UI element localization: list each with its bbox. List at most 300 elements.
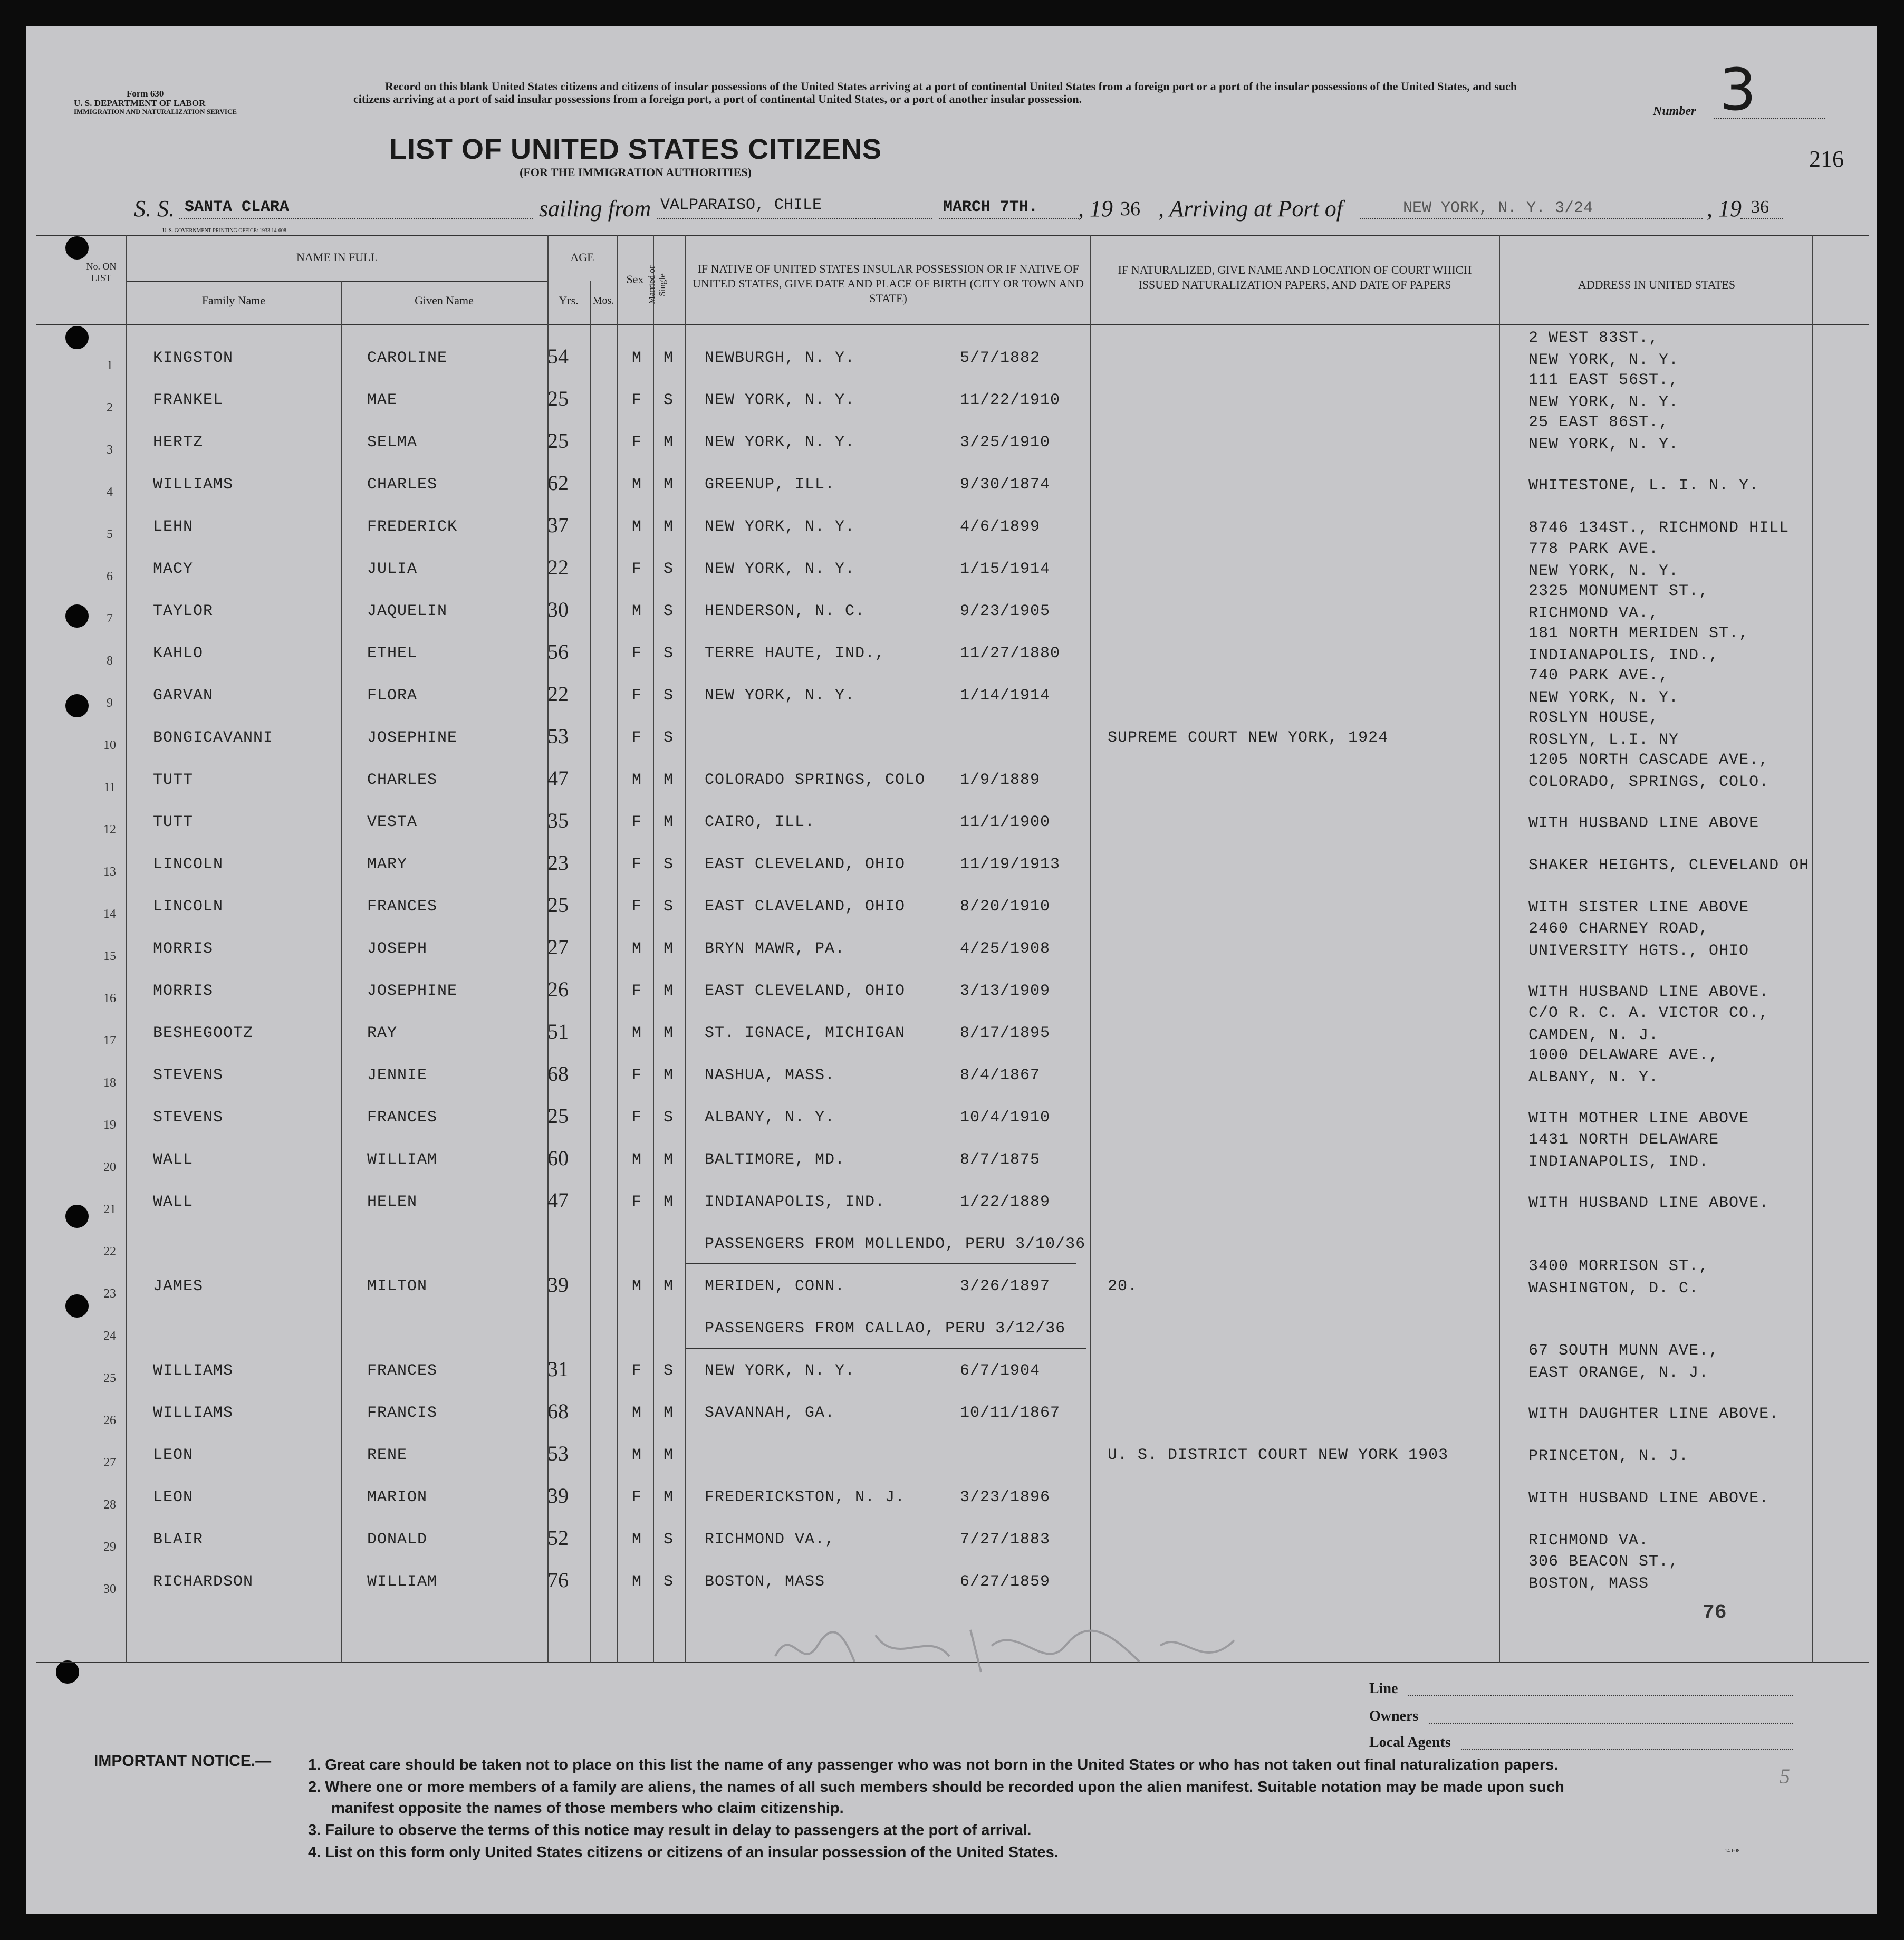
header-native: IF NATIVE OF UNITED STATES INSULAR POSSESSION OR IF NATIVE OF UNITED STATES, GIVE DATE AND PLACE OF BIRTH (CITY OR TOWN AND STATE) — [692, 262, 1084, 305]
birth-date: 1/15/1914 — [960, 560, 1051, 578]
given-name: JOSEPH — [367, 940, 428, 958]
notice-3: 3. Failure to observe the terms of this notice may result in delay to passengers at the port of arrival. — [308, 1822, 1032, 1839]
sex: M — [632, 1404, 642, 1422]
page-title: LIST OF UNITED STATES CITIZENS — [389, 133, 882, 165]
birth-date: 8/7/1875 — [960, 1151, 1041, 1169]
address-line-2: NEW YORK, N. Y. — [1528, 436, 1679, 454]
row-number: 30 — [103, 1582, 116, 1596]
col-rule — [653, 235, 654, 1663]
sex: F — [632, 1109, 642, 1127]
row-number: 27 — [103, 1456, 116, 1470]
birth-place: BOSTON, MASS — [705, 1573, 825, 1591]
age-years: 35 — [547, 809, 569, 832]
row-number: 22 — [103, 1245, 116, 1259]
given-name: JOSEPHINE — [367, 982, 458, 1000]
age-years: 76 — [547, 1568, 569, 1592]
address-line-1: WITH HUSBAND LINE ABOVE. — [1528, 1194, 1770, 1212]
col-rule — [1499, 235, 1500, 1663]
ship-name: SANTA CLARA — [185, 198, 290, 216]
sex: M — [632, 476, 642, 494]
address-line-2: NEW YORK, N. Y. — [1528, 689, 1679, 707]
birth-place: INDIANAPOLIS, IND. — [705, 1193, 886, 1211]
binder-hole — [65, 1294, 89, 1318]
sex: M — [632, 1531, 642, 1549]
birth-place: RICHMOND VA., — [705, 1531, 835, 1549]
address-line-1: SHAKER HEIGHTS, CLEVELAND OH — [1528, 857, 1810, 875]
birth-date: 8/4/1867 — [960, 1067, 1041, 1084]
address-line-1: WITH DAUGHTER LINE ABOVE. — [1528, 1405, 1780, 1423]
address-line-2: NEW YORK, N. Y. — [1528, 562, 1679, 580]
address-line-1: C/O R. C. A. VICTOR CO., — [1528, 1004, 1770, 1022]
given-name: FRANCES — [367, 1362, 438, 1380]
header-bottom-rule — [36, 324, 1869, 325]
group-underline — [686, 1348, 1086, 1349]
given-name: JOSEPHINE — [367, 729, 458, 747]
address-line-2: WASHINGTON, D. C. — [1528, 1280, 1699, 1298]
address-line-2: EAST ORANGE, N. J. — [1528, 1364, 1709, 1382]
given-name: JAQUELIN — [367, 602, 448, 620]
notice-4: 4. List on this form only United States citizens or citizens of an insular possession of the United States. — [308, 1844, 1059, 1861]
birth-place: BRYN MAWR, PA. — [705, 940, 845, 958]
marital-status: S — [663, 602, 674, 620]
birth-date: 4/6/1899 — [960, 518, 1041, 536]
given-name: CAROLINE — [367, 349, 448, 367]
marital-status: M — [663, 1278, 674, 1295]
marital-status: M — [663, 771, 674, 789]
birth-place: NEW YORK, N. Y. — [705, 687, 855, 705]
age-years: 53 — [547, 1442, 569, 1465]
address-line-1: 1205 NORTH CASCADE AVE., — [1528, 751, 1770, 769]
address-line-2: NEW YORK, N. Y. — [1528, 393, 1679, 411]
birth-place: MERIDEN, CONN. — [705, 1278, 845, 1295]
sex: F — [632, 391, 642, 409]
age-years: 53 — [547, 724, 569, 748]
address-line-2: CAMDEN, N. J. — [1528, 1026, 1659, 1044]
address-line-2: NEW YORK, N. Y. — [1528, 351, 1679, 369]
header-sex: Sex — [626, 273, 644, 286]
birth-date: 6/7/1904 — [960, 1362, 1041, 1380]
birth-place: NASHUA, MASS. — [705, 1067, 835, 1084]
row-number: 25 — [103, 1371, 116, 1385]
sailing-year-prefix: , 19 — [1078, 196, 1113, 222]
arrival-year: 36 — [1751, 197, 1769, 217]
row-number: 15 — [103, 949, 116, 963]
birth-place: EAST CLAVELAND, OHIO — [705, 898, 906, 916]
age-years: 25 — [547, 429, 569, 453]
age-years: 30 — [547, 598, 569, 621]
birth-date: 8/17/1895 — [960, 1024, 1051, 1042]
agents-field — [1461, 1749, 1793, 1750]
address-line-1: WITH MOTHER LINE ABOVE — [1528, 1110, 1749, 1128]
age-years: 37 — [547, 513, 569, 537]
given-name: MARY — [367, 856, 408, 873]
sex: M — [632, 602, 642, 620]
family-name: LEHN — [153, 518, 194, 536]
owners-label: Owners — [1369, 1708, 1419, 1724]
family-name: LEON — [153, 1488, 194, 1506]
age-years: 47 — [547, 1188, 569, 1212]
birth-place: NEW YORK, N. Y. — [705, 1362, 855, 1380]
sex: F — [632, 729, 642, 747]
birth-place: ST. IGNACE, MICHIGAN — [705, 1024, 906, 1042]
family-name: JAMES — [153, 1278, 204, 1295]
birth-date: 11/27/1880 — [960, 645, 1061, 662]
age-years: 39 — [547, 1273, 569, 1296]
birth-date: 9/30/1874 — [960, 476, 1051, 494]
address-line-1: WITH SISTER LINE ABOVE — [1528, 899, 1749, 917]
given-name: ETHEL — [367, 645, 418, 662]
age-years: 39 — [547, 1484, 569, 1507]
given-name: DONALD — [367, 1531, 428, 1549]
birth-date: 3/13/1909 — [960, 982, 1051, 1000]
sex: M — [632, 1024, 642, 1042]
naturalization-court: 20. — [1108, 1278, 1138, 1295]
marital-status: M — [663, 1193, 674, 1211]
sex: M — [632, 1573, 642, 1591]
sex: F — [632, 1488, 642, 1506]
address-line-1: WITH HUSBAND LINE ABOVE. — [1528, 1490, 1770, 1507]
given-name: SELMA — [367, 434, 418, 452]
address-line-2: UNIVERSITY HGTS., OHIO — [1528, 942, 1749, 960]
given-name: WILLIAM — [367, 1151, 438, 1169]
row-number: 13 — [103, 865, 116, 879]
number-label: Number — [1653, 104, 1696, 118]
marital-status: M — [663, 476, 674, 494]
address-line-1: 111 EAST 56ST., — [1528, 371, 1679, 389]
sex: M — [632, 1278, 642, 1295]
col-rule — [685, 235, 686, 1663]
address-line-1: 2460 CHARNEY ROAD, — [1528, 920, 1709, 938]
header-address: ADDRESS IN UNITED STATES — [1578, 278, 1736, 291]
sex: F — [632, 1067, 642, 1084]
age-years: 52 — [547, 1526, 569, 1550]
given-name: MARION — [367, 1488, 428, 1506]
address-line-1: 67 SOUTH MUNN AVE., — [1528, 1342, 1719, 1360]
given-name: FREDERICK — [367, 518, 458, 536]
given-name: RAY — [367, 1024, 398, 1042]
marital-status: S — [663, 1362, 674, 1380]
row-number: 29 — [103, 1540, 116, 1554]
family-name: STEVENS — [153, 1109, 224, 1127]
service-name: IMMIGRATION AND NATURALIZATION SERVICE — [74, 108, 237, 116]
sex: M — [632, 518, 642, 536]
birth-place: NEW YORK, N. Y. — [705, 391, 855, 409]
given-name: JENNIE — [367, 1067, 428, 1084]
given-name: JULIA — [367, 560, 418, 578]
sex: F — [632, 856, 642, 873]
row-number: 7 — [107, 612, 113, 626]
row-number: 24 — [103, 1329, 116, 1343]
given-name: FLORA — [367, 687, 418, 705]
arrival-year-prefix: , 19 — [1707, 196, 1742, 222]
birth-place: SAVANNAH, GA. — [705, 1404, 835, 1422]
header-mos: Mos. — [592, 295, 614, 306]
address-line-1: WITH HUSBAND LINE ABOVE. — [1528, 983, 1770, 1001]
row-number: 2 — [107, 401, 113, 415]
arrival-port: NEW YORK, N. Y. 3/24 — [1403, 199, 1593, 217]
address-line-1: 1431 NORTH DELAWARE — [1528, 1131, 1719, 1149]
address-line-1: 8746 134ST., RICHMOND HILL — [1528, 519, 1790, 537]
birth-date: 11/19/1913 — [960, 856, 1061, 873]
birth-place: BALTIMORE, MD. — [705, 1151, 845, 1169]
printing-office: U. S. GOVERNMENT PRINTING OFFICE: 1933 14-608 — [162, 228, 286, 234]
sex: M — [632, 349, 642, 367]
family-name: BLAIR — [153, 1531, 204, 1549]
birth-date: 10/4/1910 — [960, 1109, 1051, 1127]
age-years: 25 — [547, 893, 569, 917]
birth-place: PASSENGERS FROM MOLLENDO, PERU 3/10/36 — [705, 1235, 1086, 1253]
table-top-rule — [36, 235, 1869, 236]
owners-field — [1429, 1723, 1793, 1724]
birth-date: 9/23/1905 — [960, 602, 1051, 620]
sex: F — [632, 645, 642, 662]
given-name: FRANCIS — [367, 1404, 438, 1422]
sex: F — [632, 434, 642, 452]
marital-status: M — [663, 434, 674, 452]
col-rule — [1812, 235, 1813, 1663]
family-name: LINCOLN — [153, 898, 224, 916]
family-name: LINCOLN — [153, 856, 224, 873]
given-name: MILTON — [367, 1278, 428, 1295]
age-years: 47 — [547, 766, 569, 790]
birth-date: 5/7/1882 — [960, 349, 1041, 367]
family-name: MORRIS — [153, 982, 214, 1000]
birth-date: 6/27/1859 — [960, 1573, 1051, 1591]
row-number: 14 — [103, 907, 116, 921]
family-name: FRANKEL — [153, 391, 224, 409]
marital-status: S — [663, 898, 674, 916]
header-married-single: Married or Single — [647, 265, 667, 304]
list-number: 3 — [1719, 56, 1756, 123]
given-name: FRANCES — [367, 1109, 438, 1127]
family-name: WILLIAMS — [153, 1404, 234, 1422]
marital-status: M — [663, 982, 674, 1000]
birth-date: 3/25/1910 — [960, 434, 1051, 452]
birth-place: NEWBURGH, N. Y. — [705, 349, 855, 367]
age-years: 25 — [547, 387, 569, 410]
birth-place: EAST CLEVELAND, OHIO — [705, 856, 906, 873]
row-number: 20 — [103, 1160, 116, 1174]
age-years: 54 — [547, 344, 569, 368]
birth-place: HENDERSON, N. C. — [705, 602, 866, 620]
birth-date: 4/25/1908 — [960, 940, 1051, 958]
sex: F — [632, 687, 642, 705]
sex: F — [632, 560, 642, 578]
family-name: KAHLO — [153, 645, 204, 662]
birth-place: NEW YORK, N. Y. — [705, 518, 855, 536]
page-stamp: 216 — [1809, 146, 1844, 172]
family-name: WILLIAMS — [153, 1362, 234, 1380]
sailing-date: MARCH 7TH. — [943, 198, 1038, 216]
birth-date: 10/11/1867 — [960, 1404, 1061, 1422]
col-rule — [617, 235, 618, 1663]
marital-status: S — [663, 1531, 674, 1549]
birth-date: 3/23/1896 — [960, 1488, 1051, 1506]
family-name: LEON — [153, 1446, 194, 1464]
row-number: 19 — [103, 1118, 116, 1132]
sex: M — [632, 940, 642, 958]
address-line-1: 25 EAST 86ST., — [1528, 414, 1669, 431]
address-line-1: WITH HUSBAND LINE ABOVE — [1528, 814, 1759, 832]
birth-date: 1/14/1914 — [960, 687, 1051, 705]
line-label: Line — [1369, 1680, 1398, 1697]
col-rule — [1090, 235, 1091, 1663]
family-name: HERTZ — [153, 434, 204, 452]
birth-place: COLORADO SPRINGS, COLO — [705, 771, 926, 789]
binder-hole — [56, 1660, 79, 1684]
binder-hole — [65, 694, 89, 717]
family-name: WALL — [153, 1193, 194, 1211]
birth-place: ALBANY, N. Y. — [705, 1109, 835, 1127]
row-number: 9 — [107, 696, 113, 710]
agents-label: Local Agents — [1369, 1734, 1451, 1751]
header-name-in-full: NAME IN FULL — [296, 251, 378, 264]
birth-date: 1/9/1889 — [960, 771, 1041, 789]
sex: F — [632, 1193, 642, 1211]
row-number: 11 — [103, 781, 116, 794]
given-name: WILLIAM — [367, 1573, 438, 1591]
row-number: 28 — [103, 1498, 116, 1512]
age-years: 27 — [547, 935, 569, 959]
family-name: WILLIAMS — [153, 476, 234, 494]
pencil-mark: 5 — [1780, 1764, 1790, 1788]
form-instructions: Record on this blank United States citizens and citizens of insular possessions of the United States arriving at a port of continental United States from a foreign port or a port of the insular possessions of the United States, and such citizens arriving at a port of said insular possessions from a foreign port, a port of continental United States, or a port of another insular possession. — [353, 80, 1517, 105]
birth-place: CAIRO, ILL. — [705, 813, 815, 831]
birth-date: 3/26/1897 — [960, 1278, 1051, 1295]
address-line-1: 778 PARK AVE. — [1528, 540, 1659, 558]
group-underline — [686, 1263, 1076, 1264]
from-line — [657, 218, 932, 219]
marital-status: S — [663, 1109, 674, 1127]
age-years: 22 — [547, 682, 569, 706]
header-given-name: Given Name — [415, 294, 474, 307]
address-line-1: 2 WEST 83ST., — [1528, 329, 1659, 347]
birth-place: FREDERICKSTON, N. J. — [705, 1488, 906, 1506]
marital-status: M — [663, 1488, 674, 1506]
age-years: 62 — [547, 471, 569, 495]
binder-hole — [65, 1205, 89, 1228]
family-name: STEVENS — [153, 1067, 224, 1084]
marital-status: M — [663, 813, 674, 831]
given-name: MAE — [367, 391, 398, 409]
birth-place: TERRE HAUTE, IND., — [705, 645, 886, 662]
age-years: 56 — [547, 640, 569, 664]
age-years: 23 — [547, 851, 569, 875]
address-line-1: 306 BEACON ST., — [1528, 1553, 1679, 1571]
marital-status: M — [663, 1067, 674, 1084]
row-number: 23 — [103, 1287, 116, 1301]
age-years: 60 — [547, 1146, 569, 1170]
naturalization-court: U. S. DISTRICT COURT NEW YORK 1903 — [1108, 1446, 1449, 1464]
binder-hole — [65, 236, 89, 260]
address-line-1: ROSLYN HOUSE, — [1528, 709, 1659, 727]
address-line-2: RICHMOND VA., — [1528, 604, 1659, 622]
family-name: RICHARDSON — [153, 1573, 254, 1591]
page-total: 76 — [1703, 1601, 1727, 1624]
birth-place: GREENUP, ILL. — [705, 476, 835, 494]
address-line-2: ALBANY, N. Y. — [1528, 1069, 1659, 1087]
row-number: 10 — [103, 738, 116, 752]
row-number: 12 — [103, 823, 116, 837]
page-subtitle: (FOR THE IMMIGRATION AUTHORITIES) — [520, 166, 752, 179]
marital-status: S — [663, 687, 674, 705]
row-number: 5 — [107, 527, 113, 541]
sailing-label: sailing from — [539, 196, 651, 222]
row-number: 17 — [103, 1034, 116, 1048]
sex: M — [632, 1151, 642, 1169]
form-id: Form 630 — [127, 89, 164, 99]
marital-status: M — [663, 940, 674, 958]
marital-status: S — [663, 729, 674, 747]
family-name: BESHEGOOTZ — [153, 1024, 254, 1042]
age-years: 22 — [547, 555, 569, 579]
naturalization-court: SUPREME COURT NEW YORK, 1924 — [1108, 729, 1389, 747]
marital-status: S — [663, 391, 674, 409]
arrival-year-line — [1740, 218, 1783, 219]
address-line-1: 740 PARK AVE., — [1528, 667, 1669, 685]
row-number: 3 — [107, 443, 113, 457]
binder-hole — [65, 326, 89, 349]
marital-status: S — [663, 856, 674, 873]
row-number: 4 — [107, 485, 113, 499]
family-name: WALL — [153, 1151, 194, 1169]
birth-date: 11/22/1910 — [960, 391, 1061, 409]
row-number: 1 — [107, 359, 113, 372]
line-field — [1408, 1695, 1793, 1696]
address-line-1: 2325 MONUMENT ST., — [1528, 582, 1709, 600]
family-name: MACY — [153, 560, 194, 578]
arriving-label: , Arriving at Port of — [1158, 196, 1343, 222]
family-name: KINGSTON — [153, 349, 234, 367]
age-years: 51 — [547, 1020, 569, 1043]
birth-place: NEW YORK, N. Y. — [705, 560, 855, 578]
marital-status: S — [663, 1573, 674, 1591]
age-years: 31 — [547, 1357, 569, 1381]
address-line-1: WHITESTONE, L. I. N. Y. — [1528, 477, 1759, 495]
given-name: VESTA — [367, 813, 418, 831]
sailing-year: 36 — [1120, 198, 1140, 220]
family-name: TAYLOR — [153, 602, 214, 620]
birth-date: 11/1/1900 — [960, 813, 1051, 831]
header-naturalized: IF NATURALIZED, GIVE NAME AND LOCATION OF COURT WHICH ISSUED NATURALIZATION PAPERS, AND DATE OF PAPERS — [1118, 263, 1472, 291]
address-line-1: PRINCETON, N. J. — [1528, 1447, 1689, 1465]
birth-place: PASSENGERS FROM CALLAO, PERU 3/12/36 — [705, 1320, 1066, 1338]
age-years: 68 — [547, 1399, 569, 1423]
address-line-2: BOSTON, MASS — [1528, 1575, 1649, 1593]
birth-date: 7/27/1883 — [960, 1531, 1051, 1549]
port-line — [1360, 218, 1703, 219]
marital-status: M — [663, 1446, 674, 1464]
age-years: 25 — [547, 1104, 569, 1128]
date-line — [939, 218, 1081, 219]
row-number: 21 — [103, 1203, 116, 1216]
header-no-on-list: No. ON LIST — [86, 261, 117, 283]
family-name: GARVAN — [153, 687, 214, 705]
row-number: 8 — [107, 654, 113, 668]
sex: M — [632, 1446, 642, 1464]
given-name: CHARLES — [367, 476, 438, 494]
family-name: BONGICAVANNI — [153, 729, 274, 747]
family-name: TUTT — [153, 813, 194, 831]
birth-place: NEW YORK, N. Y. — [705, 434, 855, 452]
ss-label: S. S. — [134, 196, 175, 222]
col-rule — [590, 281, 591, 1663]
notice-label: IMPORTANT NOTICE.— — [94, 1752, 272, 1770]
marital-status: M — [663, 1404, 674, 1422]
marital-status: M — [663, 1024, 674, 1042]
given-name: FRANCES — [367, 898, 438, 916]
sex: M — [632, 771, 642, 789]
